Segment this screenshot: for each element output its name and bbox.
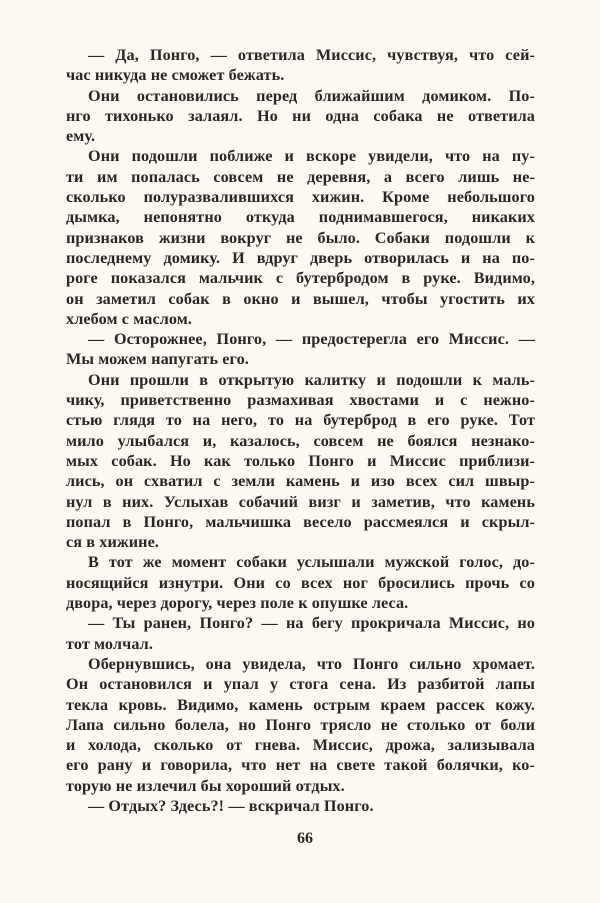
text-line: последнему домику. И вдруг дверь отворилась и на по-	[66, 248, 535, 267]
text-line: В тот же момент собаки услышали мужской голос, до-	[88, 553, 535, 572]
text-line: признаков жизни вокруг не было. Собаки подошли к	[66, 228, 535, 247]
text-line: стью глядя то на него, то на бутерброд в его руке. Тот	[66, 411, 535, 430]
text-line: — Да, Понго, — ответила Миссис, чувствуя, что сей-	[88, 46, 535, 64]
paragraph	[66, 86, 535, 147]
text-line: чику, приветственно размахивая хвостами и с нежно-	[66, 391, 535, 410]
paragraph	[66, 370, 535, 553]
text-line: час никуда не сможет бежать.	[66, 66, 285, 85]
text-line: тот молчал.	[66, 634, 153, 653]
text-line: Мы можем напугать его.	[66, 350, 249, 369]
text-line: он заметил собак в окно и вышел, чтобы угостить их	[66, 289, 535, 308]
text-line: роге показался мальчик с бутербродом в руке. Видимо,	[66, 269, 535, 288]
text-line: Они остановились перед ближайшим домиком. По-	[88, 86, 535, 105]
text-line: текла кровь. Видимо, камень острым краем рассек кожу.	[66, 695, 535, 714]
text-line: попал в Понго, мальчишка весело рассмеялся и скрыл-	[66, 512, 535, 531]
text-line: носящийся изнутри. Они со всех ног бросились прочь со	[66, 573, 535, 592]
text-line: мило улыбался и, казалось, совсем не боялся незнако-	[66, 431, 535, 450]
text-line: мых собак. Но как только Понго и Миссис приблизи-	[66, 451, 535, 470]
paragraph	[66, 654, 535, 796]
text-line: двора, через дорогу, через поле к опушке леса.	[66, 594, 409, 613]
paragraph	[66, 329, 535, 370]
text-line: дымка, непонятно откуда поднимавшегося, никаких	[66, 208, 535, 227]
body-text	[66, 45, 535, 816]
text-line: ся в хижине.	[66, 533, 160, 552]
text-line: — Осторожнее, Понго, — предостерегла его Миссис. —	[88, 330, 535, 349]
text-line: Они подошли поближе и вскоре увидели, что на пу-	[88, 147, 535, 166]
text-line: ти им попалась совсем не деревня, а всего лишь не-	[66, 167, 535, 186]
page-number: 66	[297, 830, 313, 847]
paragraph	[66, 552, 535, 613]
text-line: — Ты ранен, Понго? — на бегу прокричала Миссис, но	[88, 614, 535, 633]
paragraph	[66, 146, 535, 329]
text-line: сколько полуразвалившихся хижин. Кроме небольшого	[66, 188, 535, 207]
paragraph	[66, 45, 535, 86]
paragraph	[66, 796, 535, 816]
text-line: торую не излечил бы хороший отдых.	[66, 776, 345, 795]
text-line: Они прошли в открытую калитку и подошли к маль-	[88, 370, 535, 389]
text-line: лись, он схватил с земли камень и изо всех сил швыр-	[66, 472, 535, 491]
text-line: Обернувшись, она увидела, что Понго сильно хромает.	[88, 654, 535, 673]
text-line: и холода, сколько от гнева. Миссис, дрожа, зализывала	[66, 736, 535, 755]
paragraph	[66, 613, 535, 654]
text-line: Он остановился и упал у стога сена. Из разбитой лапы	[66, 675, 535, 694]
text-line: нул в них. Услыхав собачий визг и заметив, что камень	[66, 492, 535, 511]
text-line: хлебом с маслом.	[66, 309, 193, 328]
text-line: Лапа сильно болела, но Понго трясло не столько от боли	[66, 715, 535, 734]
text-line: ему.	[66, 127, 96, 146]
text-line: — Отдых? Здесь?! — вскричал Понго.	[88, 796, 374, 815]
text-line: его рану и говорила, что нет на свете такой болячки, ко-	[66, 756, 535, 775]
text-line: нго тихонько залаял. Но ни одна собака не ответила	[66, 106, 535, 125]
